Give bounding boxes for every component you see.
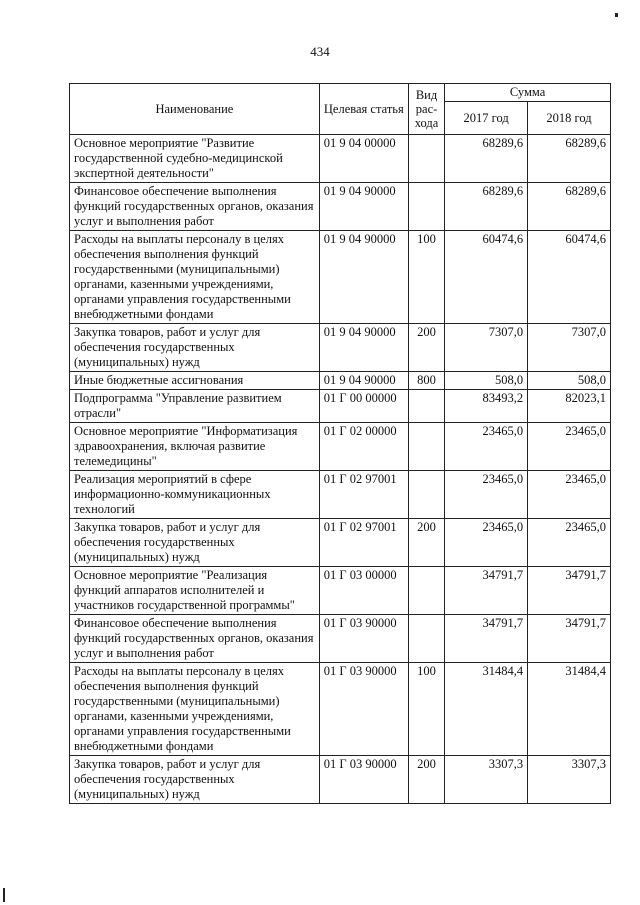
cell-expense-type: 200 <box>408 324 444 372</box>
table-row <box>70 471 611 519</box>
cell-target-code: 01 Г 02 97001 <box>319 519 408 567</box>
cell-name: Основное мероприятие "Реализация функций аппаратов исполнителей и участников государственной программы" <box>70 567 320 615</box>
header-type: Вид рас-хода <box>408 84 444 135</box>
cell-name: Закупка товаров, работ и услуг для обеспечения государственных (муниципальных) нужд <box>70 324 320 372</box>
cell-sum-2018: 34791,7 <box>528 567 611 615</box>
table-row <box>70 423 611 471</box>
cell-expense-type: 100 <box>408 663 444 756</box>
cell-target-code: 01 Г 02 97001 <box>319 471 408 519</box>
cell-target-code: 01 Г 03 00000 <box>319 567 408 615</box>
cell-name: Основное мероприятие "Информатизация здравоохранения, включая развитие телемедицины" <box>70 423 320 471</box>
header-code: Целевая статья <box>319 84 408 135</box>
cell-target-code: 01 9 04 90000 <box>319 372 408 390</box>
cell-sum-2018: 3307,3 <box>528 756 611 804</box>
cell-sum-2018: 7307,0 <box>528 324 611 372</box>
cell-expense-type <box>408 567 444 615</box>
cell-sum-2017: 508,0 <box>445 372 528 390</box>
budget-table <box>69 83 611 804</box>
table-row <box>70 135 611 183</box>
cell-sum-2017: 34791,7 <box>445 615 528 663</box>
cell-target-code: 01 9 04 90000 <box>319 324 408 372</box>
cell-name: Финансовое обеспечение выполнения функций государственных органов, оказания услуг и выполнения работ <box>70 183 320 231</box>
cell-expense-type <box>408 135 444 183</box>
cell-name: Подпрограмма "Управление развитием отрасли" <box>70 390 320 423</box>
scan-speck <box>615 13 618 17</box>
cell-sum-2018: 23465,0 <box>528 519 611 567</box>
cell-sum-2017: 23465,0 <box>445 471 528 519</box>
cell-sum-2018: 508,0 <box>528 372 611 390</box>
table-row <box>70 519 611 567</box>
table-row <box>70 390 611 423</box>
cell-sum-2018: 60474,6 <box>528 231 611 324</box>
cell-target-code: 01 Г 03 90000 <box>319 615 408 663</box>
cell-sum-2018: 23465,0 <box>528 471 611 519</box>
cell-sum-2018: 82023,1 <box>528 390 611 423</box>
cell-name: Иные бюджетные ассигнования <box>70 372 320 390</box>
cell-sum-2017: 68289,6 <box>445 135 528 183</box>
table-row <box>70 615 611 663</box>
cell-expense-type <box>408 615 444 663</box>
table-row <box>70 756 611 804</box>
cell-expense-type <box>408 423 444 471</box>
cell-name: Финансовое обеспечение выполнения функций государственных органов, оказания услуг и выполнения работ <box>70 615 320 663</box>
cell-sum-2017: 31484,4 <box>445 663 528 756</box>
table-header-row <box>70 84 611 102</box>
cell-expense-type <box>408 471 444 519</box>
table-row <box>70 372 611 390</box>
cell-sum-2018: 31484,4 <box>528 663 611 756</box>
cell-target-code: 01 Г 03 90000 <box>319 756 408 804</box>
cell-target-code: 01 Г 00 00000 <box>319 390 408 423</box>
cell-target-code: 01 Г 03 90000 <box>319 663 408 756</box>
cell-name: Основное мероприятие "Развитие государственной судебно-медицинской экспертной деятельности" <box>70 135 320 183</box>
header-sum: Сумма <box>445 84 611 102</box>
table-row <box>70 663 611 756</box>
header-year-2017: 2017 год <box>445 102 528 135</box>
cell-sum-2017: 83493,2 <box>445 390 528 423</box>
cell-expense-type <box>408 183 444 231</box>
cell-expense-type: 200 <box>408 519 444 567</box>
cell-name: Реализация мероприятий в сфере информационно-коммуникационных технологий <box>70 471 320 519</box>
cell-expense-type: 100 <box>408 231 444 324</box>
cell-target-code: 01 9 04 90000 <box>319 183 408 231</box>
table-row <box>70 567 611 615</box>
header-year-2018: 2018 год <box>528 102 611 135</box>
cell-sum-2018: 34791,7 <box>528 615 611 663</box>
cell-sum-2017: 7307,0 <box>445 324 528 372</box>
cell-name: Расходы на выплаты персоналу в целях обеспечения выполнения функций государственными (муниципальными) органами, казенными учреждениями, органами управления государственными внебюджетными фондами <box>70 231 320 324</box>
cell-expense-type: 800 <box>408 372 444 390</box>
cell-sum-2018: 68289,6 <box>528 135 611 183</box>
table-row <box>70 231 611 324</box>
cell-sum-2017: 3307,3 <box>445 756 528 804</box>
cell-name: Расходы на выплаты персоналу в целях обеспечения выполнения функций государственными (муниципальными) органами, казенными учреждениями, органами управления государственными внебюджетными фондами <box>70 663 320 756</box>
cell-sum-2018: 23465,0 <box>528 423 611 471</box>
cell-sum-2017: 68289,6 <box>445 183 528 231</box>
cell-target-code: 01 9 04 90000 <box>319 231 408 324</box>
cell-name: Закупка товаров, работ и услуг для обеспечения государственных (муниципальных) нужд <box>70 519 320 567</box>
cell-target-code: 01 Г 02 00000 <box>319 423 408 471</box>
scan-speck <box>3 888 5 902</box>
table-row <box>70 183 611 231</box>
table-body <box>70 135 611 804</box>
cell-sum-2017: 23465,0 <box>445 519 528 567</box>
cell-target-code: 01 9 04 00000 <box>319 135 408 183</box>
cell-name: Закупка товаров, работ и услуг для обеспечения государственных (муниципальных) нужд <box>70 756 320 804</box>
header-name: Наименование <box>70 84 320 135</box>
cell-sum-2017: 23465,0 <box>445 423 528 471</box>
cell-expense-type <box>408 390 444 423</box>
cell-sum-2017: 34791,7 <box>445 567 528 615</box>
cell-expense-type: 200 <box>408 756 444 804</box>
page-number: 434 <box>310 44 330 59</box>
table-row <box>70 324 611 372</box>
cell-sum-2018: 68289,6 <box>528 183 611 231</box>
cell-sum-2017: 60474,6 <box>445 231 528 324</box>
